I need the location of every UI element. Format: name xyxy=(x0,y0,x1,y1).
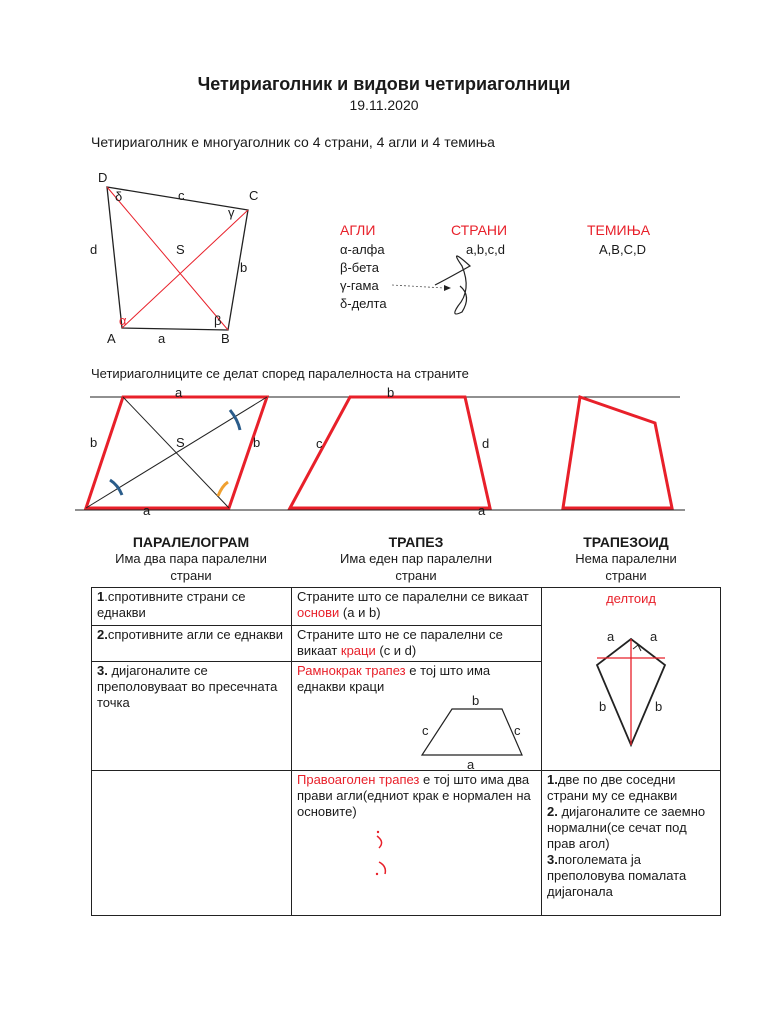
vertex-a-label: A xyxy=(107,331,116,346)
trap-side-b-label: b xyxy=(387,385,395,400)
trap-property-3: Рамнокрак трапез е тој што има еднакви краци b c c a xyxy=(292,662,542,771)
side-c-label: c xyxy=(178,188,185,203)
column-parallelogram-heading xyxy=(91,534,291,584)
trapezoid-subtitle-2: страни xyxy=(395,568,437,583)
para-property-2: 2.спротивните агли се еднакви xyxy=(92,626,292,662)
legend-arrow-head xyxy=(444,285,451,291)
iso-side-b: b xyxy=(472,695,480,708)
vertex-c-label: C xyxy=(249,188,259,203)
parallelogram-diagonal-2 xyxy=(86,397,267,508)
trap-property-4: Правоаголен трапез е тој што има два прави агли(едниот крак е нормален на основите) xyxy=(292,771,542,916)
trapezium-subtitle-1: Нема паралелни xyxy=(575,551,677,566)
classification-text: Четириаголниците се делат според паралелноста на страните xyxy=(91,366,469,381)
para-property-3: 3. дијагоналите се преполовуваат во пресечната точка xyxy=(92,662,292,771)
isosceles-trapezoid-outline xyxy=(422,709,522,755)
para-side-a-bottom-label: a xyxy=(143,503,151,518)
right-angle-mark-top xyxy=(377,836,382,848)
side-a-label: a xyxy=(158,331,166,346)
vertices-header: ТЕМИЊА xyxy=(587,222,651,238)
angles-header: АГЛИ xyxy=(340,222,376,238)
angle-delta-label: δ xyxy=(115,189,123,204)
kite-side-b-left: b xyxy=(599,699,607,714)
iso-side-a: a xyxy=(467,757,475,769)
quadrilateral-outline xyxy=(107,187,248,330)
trapezoid-subtitle-1: Има еден пар паралелни xyxy=(340,551,492,566)
iso-side-c-right: c xyxy=(514,723,521,738)
para-center-s-label: S xyxy=(176,435,185,450)
angle-delta-item: δ-делта xyxy=(340,296,387,311)
vertex-d-label: D xyxy=(98,170,108,185)
kite-side-b-right: b xyxy=(655,699,663,714)
angle-alpha-item: α-алфа xyxy=(340,242,385,257)
trapezium-title: ТРАПЕЗОИД xyxy=(583,534,669,550)
para-property-1: 1.спротивните страни се еднакви xyxy=(92,588,292,626)
page-date: 19.11.2020 xyxy=(349,97,419,113)
vertex-b-label: B xyxy=(221,331,230,346)
sides-value: a,b,c,d xyxy=(466,242,506,257)
para-side-b-right-label: b xyxy=(253,435,261,450)
right-angle-mark-bottom xyxy=(379,862,385,874)
trap-side-a-label: a xyxy=(478,503,486,518)
trapezium-shape xyxy=(563,397,672,508)
kite-property-3: 3.поголемата ја преполовува помалата дијагонала xyxy=(547,852,687,899)
trap-property-2: Страните што не се паралелни се викаат краци (c и d) xyxy=(292,626,542,662)
kite-property-1: 1.две по две соседни страни му се еднакви xyxy=(547,772,678,803)
trapezoid-title: ТРАПЕЗ xyxy=(388,534,444,550)
isosceles-trapezoid-figure xyxy=(412,695,592,769)
scribble-mark xyxy=(435,256,470,314)
intersection-s-label: S xyxy=(176,242,185,257)
column-trapezium-heading xyxy=(531,534,721,584)
trapezium-subtitle-2: страни xyxy=(605,568,647,583)
angle-mark-top-right xyxy=(230,410,240,430)
kite-property-2: 2. дијагоналите се заемно нормални(се сечат под прав агол) xyxy=(547,804,706,851)
sides-header: СТРАНИ xyxy=(451,222,508,238)
kite-side-a-right: a xyxy=(650,629,658,644)
para-side-b-left-label: b xyxy=(90,435,98,450)
table-row xyxy=(92,771,721,916)
iso-side-c-left: c xyxy=(422,723,429,738)
angle-mark-bottom-right xyxy=(218,482,228,496)
trap-side-c-label: c xyxy=(316,436,323,451)
properties-table xyxy=(91,587,721,916)
trapezoid-shape xyxy=(290,397,490,508)
kite-side-a-left: a xyxy=(607,629,615,644)
angle-gamma-label: γ xyxy=(228,205,235,220)
right-angle-marks xyxy=(369,824,409,884)
table-row xyxy=(92,588,721,626)
para-empty-cell xyxy=(92,771,292,916)
angle-gamma-item: γ-гама xyxy=(340,278,379,293)
kite-properties xyxy=(542,771,721,916)
para-side-a-top-label: a xyxy=(175,385,183,400)
parallelogram-subtitle-1: Има два пара паралелни xyxy=(115,551,267,566)
parallelogram-subtitle-2: страни xyxy=(170,568,212,583)
angle-beta-label: β xyxy=(214,313,222,328)
definition-text: Четириаголник е многуаголник со 4 страни, 4 агли и 4 темиња xyxy=(91,134,495,150)
parallelogram-title: ПАРАЛЕЛОГРАМ xyxy=(132,534,250,550)
column-trapezoid-heading xyxy=(291,534,541,584)
page-title: Четириаголник и видови четириаголници xyxy=(197,74,571,94)
side-d-label: d xyxy=(90,242,98,257)
vertices-value: A,B,C,D xyxy=(599,242,646,257)
kite-title: делтоид xyxy=(606,591,656,606)
diagonal-db xyxy=(107,187,228,330)
trap-property-1: Страните што се паралелни се викаат основи (a и b) xyxy=(292,588,542,626)
trap-side-d-label: d xyxy=(482,436,490,451)
side-b-label: b xyxy=(240,260,248,275)
angle-alpha-label: α xyxy=(119,313,127,328)
angle-beta-item: β-бета xyxy=(340,260,379,275)
legend-arrow xyxy=(392,285,444,288)
